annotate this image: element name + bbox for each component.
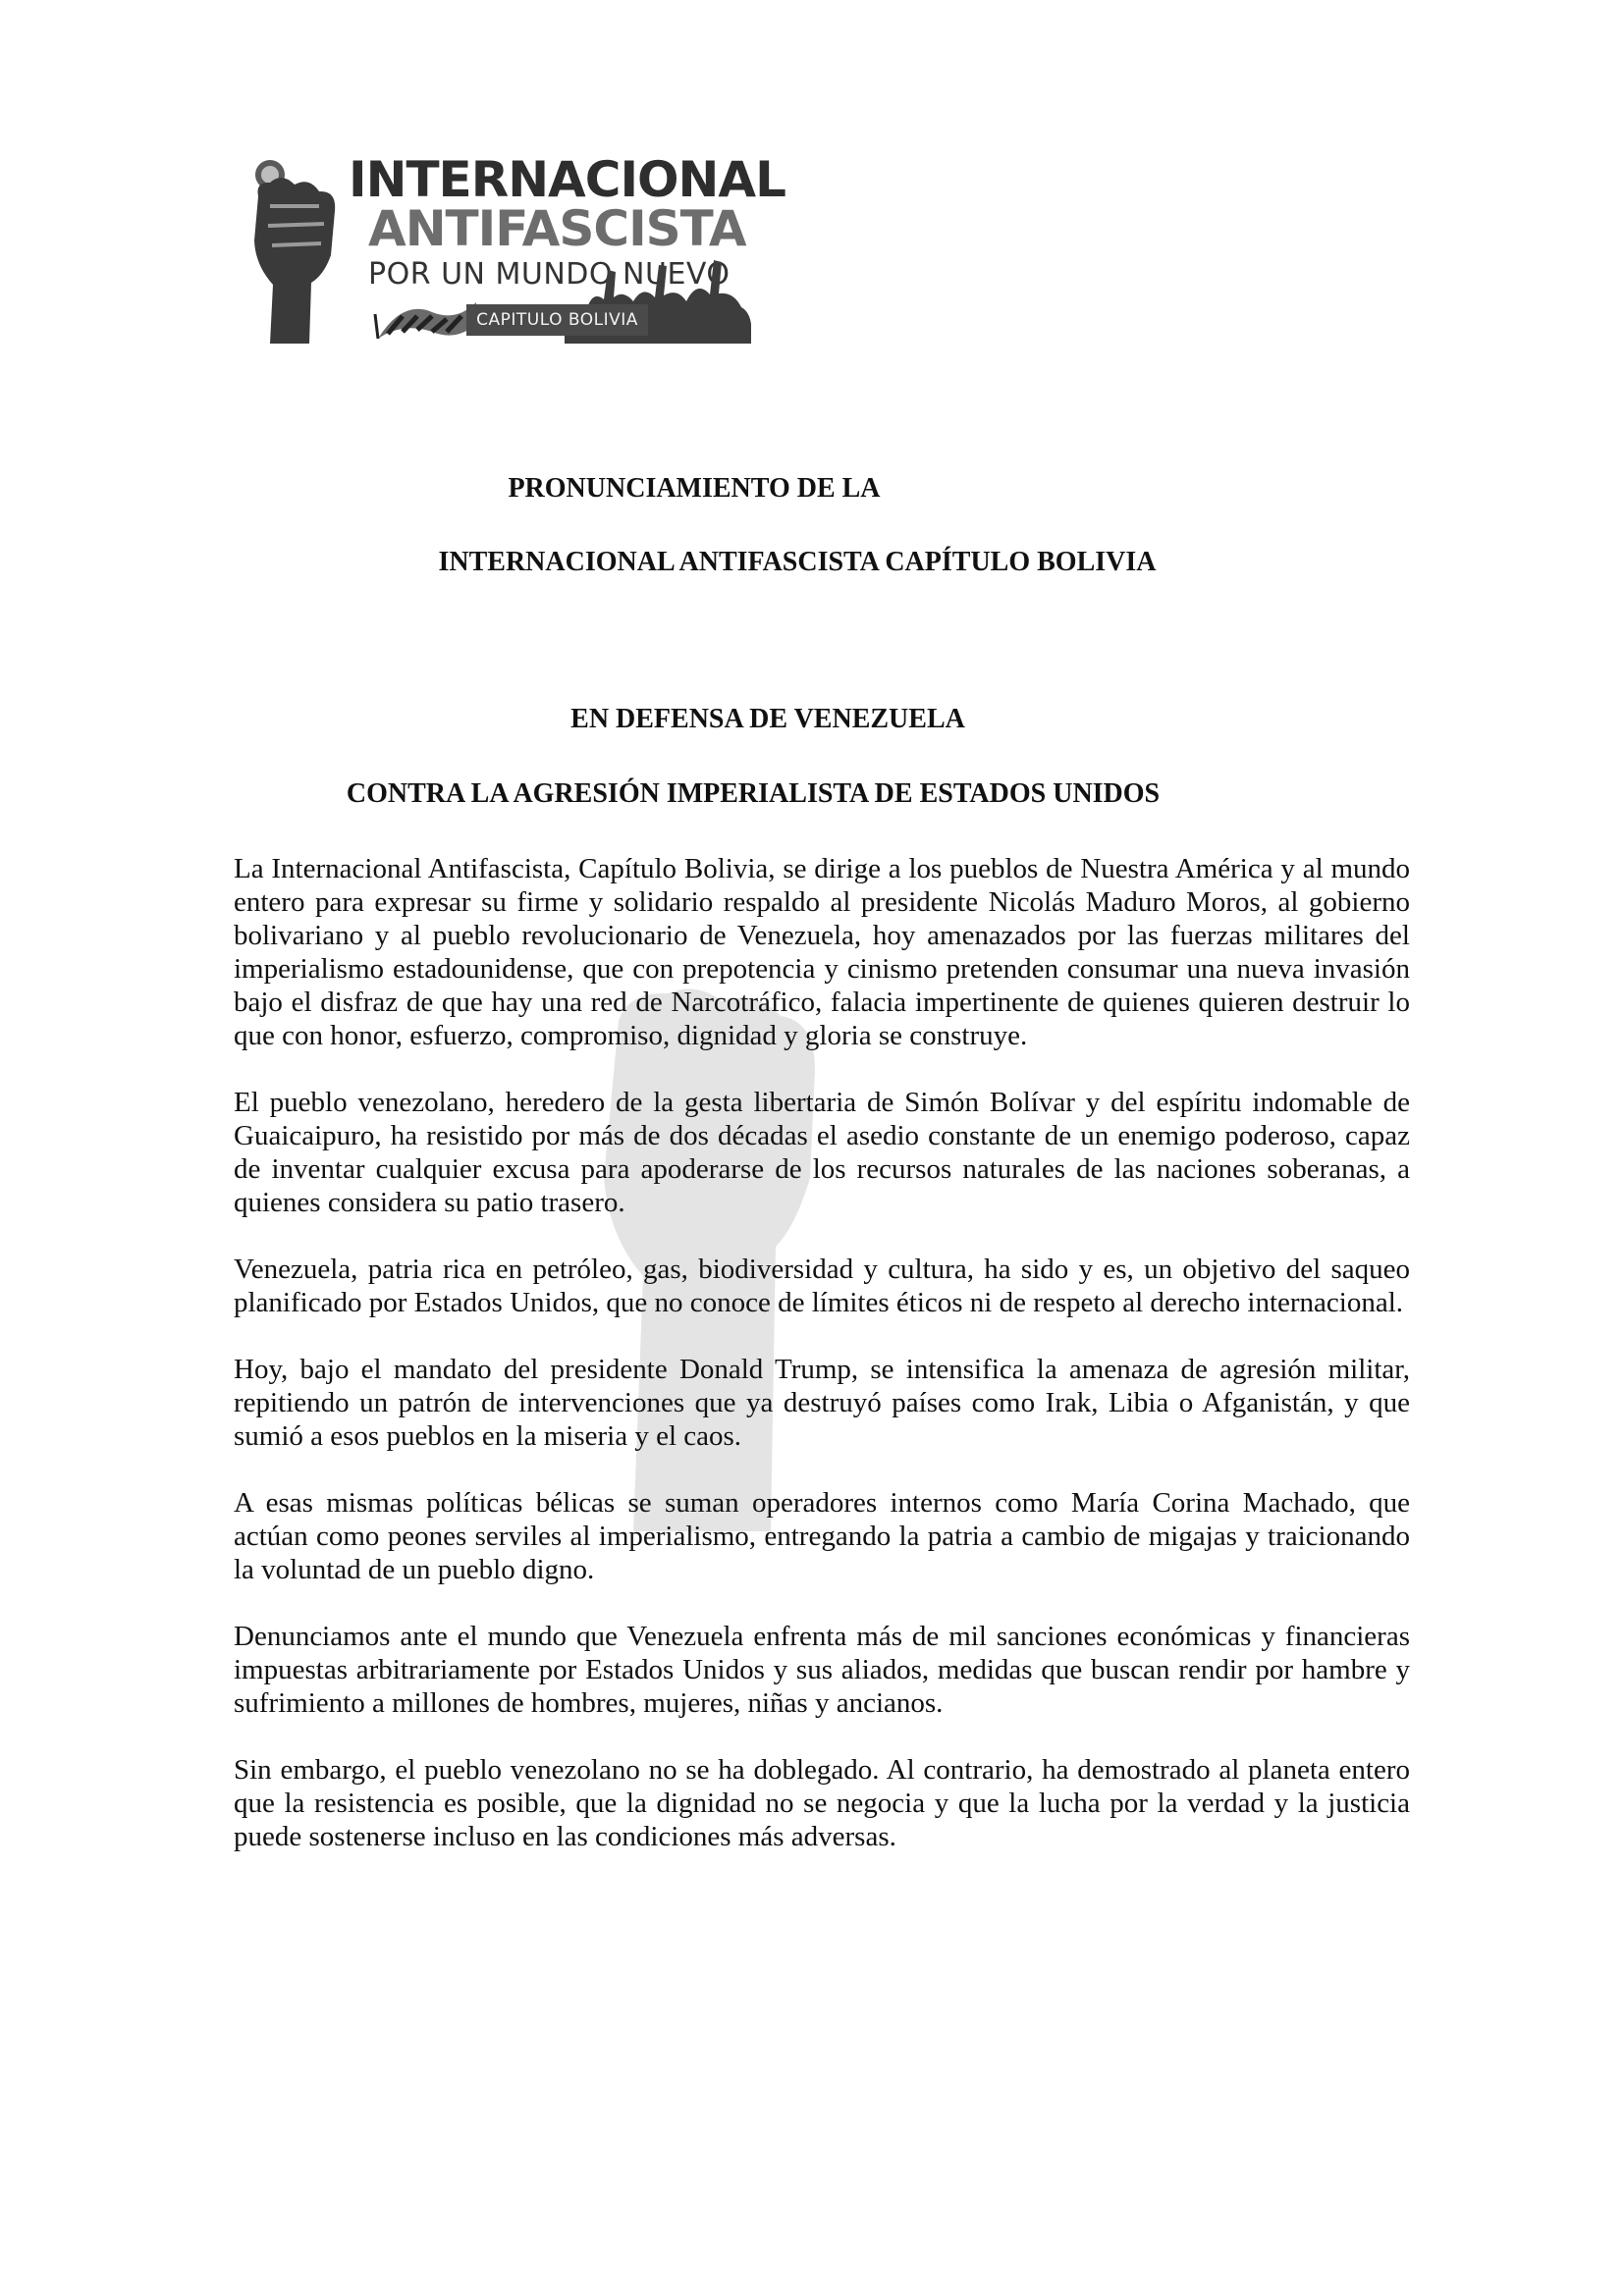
wiphala-flag-icon [373,294,481,344]
heading-defense: EN DEFENSA DE VENEZUELA [570,704,965,734]
logo-chapter-badge: CAPITULO BOLIVIA [466,304,648,336]
heading-organization: INTERNACIONAL ANTIFASCISTA CAPÍTULO BOLIVIA [438,547,1157,577]
paragraph: El pueblo venezolano, heredero de la gesta libertaria de Simón Bolívar y del espíritu indomable de Guaicaipuro, ha resistido por más de dos décadas el asedio constante de un enemigo poderoso, capaz de inventar cualquier excusa para apoderarse de los recursos naturales de las naciones soberanas, a quienes considera su patio trasero. [234,1087,1410,1218]
document-body [234,852,1410,1887]
logo-tagline: POR UN MUNDO NUEVO [368,257,731,292]
heading-against-aggression: CONTRA LA AGRESIÓN IMPERIALISTA DE ESTADOS UNIDOS [346,778,1161,809]
heading-pronouncement: PRONUNCIAMIENTO DE LA [508,473,881,504]
paragraph: Venezuela, patria rica en petróleo, gas, biodiversidad y cultura, ha sido y es, un objetivo del saqueo planificado por Estados Unidos, que no conoce de límites éticos ni de respeto al derecho internacional. [234,1254,1410,1318]
paragraph: Sin embargo, el pueblo venezolano no se ha doblegado. Al contrario, ha demostrado al planeta entero que la resistencia es posible, que la dignidad no se negocia y que la lucha por la verdad y la justicia puede sostenerse incluso en las condiciones más adversas. [234,1754,1410,1852]
organization-logo [241,147,785,344]
logo-line-1: INTERNACIONAL [349,151,785,208]
raised-fist-icon [241,147,349,344]
paragraph: A esas mismas políticas bélicas se suman operadores internos como María Corina Machado, que actúan como peones serviles al imperialismo, entregando la patria a cambio de migajas y traicionando la voluntad de un pueblo digno. [234,1487,1410,1585]
logo-line-2: ANTIFASCISTA [368,200,746,257]
paragraph: La Internacional Antifascista, Capítulo Bolivia, se dirige a los pueblos de Nuestra América y al mundo entero para expresar su firme y solidario respaldo al presidente Nicolás Maduro Moros, al gobierno bolivariano y al pueblo revolucionario de Venezuela, hoy amenazados por las fuerzas militares del imperialismo estadounidense, que con prepotencia y cinismo pretenden consumar una nueva invasión bajo el disfraz de que hay una red de Narcotráfico, falacia impertinente de quienes quieren destruir lo que con honor, esfuerzo, compromiso, dignidad y gloria se construye. [234,853,1410,1051]
paragraph: Hoy, bajo el mandato del presidente Donald Trump, se intensifica la amenaza de agresión militar, repitiendo un patrón de intervenciones que ya destruyó países como Irak, Libia o Afganistán, y que sumió a esos pueblos en la miseria y el caos. [234,1354,1410,1452]
paragraph: Denunciamos ante el mundo que Venezuela enfrenta más de mil sanciones económicas y financieras impuestas arbitrariamente por Estados Unidos y sus aliados, medidas que buscan rendir por hambre y sufrimiento a millones de hombres, mujeres, niñas y ancianos. [234,1621,1410,1719]
